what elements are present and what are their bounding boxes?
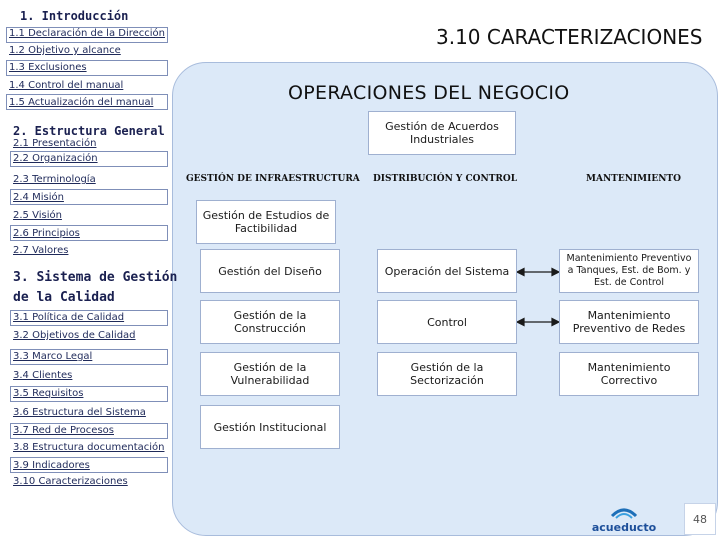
nav-section-introduccion[interactable]: 1. Introducción — [20, 9, 129, 23]
nav-item-objetivo[interactable]: 1.2 Objetivo y alcance — [9, 45, 121, 56]
box-mant-correctivo[interactable]: Mantenimiento Correctivo — [559, 352, 699, 396]
nav-item-organizacion[interactable]: 2.2 Organización — [13, 153, 98, 164]
box-control[interactable]: Control — [377, 300, 517, 344]
column-header-infraestructura: GESTIÓN DE INFRAESTRUCTURA — [186, 174, 360, 184]
nav-item-red-procesos[interactable]: 3.7 Red de Procesos — [13, 425, 114, 436]
page-number: 48 — [684, 503, 716, 535]
nav-item-control-manual[interactable]: 1.4 Control del manual — [9, 80, 124, 91]
nav-item-requisitos[interactable]: 3.5 Requisitos — [13, 388, 84, 399]
arrowhead-left-2 — [517, 319, 524, 326]
nav-section-sistema-gestion[interactable]: 3. Sistema de Gestión — [13, 270, 178, 285]
box-gestion-sectorizacion[interactable]: Gestión de la Sectorización — [377, 352, 517, 396]
nav-item-objetivos-calidad[interactable]: 3.2 Objetivos de Calidad — [13, 330, 136, 341]
page-title: 3.10 CARACTERIZACIONES — [436, 25, 703, 49]
nav-item-caracterizaciones[interactable]: 3.10 Caracterizaciones — [13, 476, 128, 487]
nav-item-marco-legal[interactable]: 3.3 Marco Legal — [13, 351, 93, 362]
nav-item-valores[interactable]: 2.7 Valores — [13, 245, 69, 256]
box-operacion-sistema[interactable]: Operación del Sistema — [377, 249, 517, 293]
box-gestion-diseno[interactable]: Gestión del Diseño — [200, 249, 340, 293]
box-mant-preventivo-redes[interactable]: Mantenimiento Preventivo de Redes — [559, 300, 699, 344]
logo-text: acueducto — [591, 521, 657, 534]
nav-item-indicadores[interactable]: 3.9 Indicadores — [13, 460, 90, 471]
box-gestion-construccion[interactable]: Gestión de la Construcción — [200, 300, 340, 344]
nav-item-mision[interactable]: 2.4 Misión — [13, 192, 64, 203]
nav-item-clientes[interactable]: 3.4 Clientes — [13, 370, 73, 381]
arrowhead-right-1 — [552, 269, 559, 276]
box-gestion-vulnerabilidad[interactable]: Gestión de la Vulnerabilidad — [200, 352, 340, 396]
box-mant-preventivo-tanques[interactable]: Mantenimiento Preventivo a Tanques, Est. de Bom. y Est. de Control — [559, 249, 699, 293]
logo-mark-icon — [582, 502, 666, 536]
nav-item-politica[interactable]: 3.1 Política de Calidad — [13, 312, 125, 323]
arrowhead-left-1 — [517, 269, 524, 276]
box-gestion-acuerdos[interactable]: Gestión de Acuerdos Industriales — [368, 111, 516, 155]
nav-item-estructura-sistema[interactable]: 3.6 Estructura del Sistema — [13, 407, 146, 418]
box-estudios-factibilidad[interactable]: Gestión de Estudios de Factibilidad — [196, 200, 336, 244]
nav-item-terminologia[interactable]: 2.3 Terminología — [13, 174, 96, 185]
nav-item-vision[interactable]: 2.5 Visión — [13, 210, 62, 221]
nav-item-exclusiones[interactable]: 1.3 Exclusiones — [9, 62, 87, 73]
box-gestion-institucional[interactable]: Gestión Institucional — [200, 405, 340, 449]
acueducto-logo — [582, 502, 666, 536]
section-subtitle: OPERACIONES DEL NEGOCIO — [288, 82, 570, 104]
nav-item-presentacion[interactable]: 2.1 Presentación — [13, 138, 97, 149]
column-header-mantenimiento: MANTENIMIENTO — [586, 174, 681, 184]
nav-section-estructura[interactable]: 2. Estructura General — [13, 124, 165, 138]
arrowhead-right-2 — [552, 319, 559, 326]
nav-item-principios[interactable]: 2.6 Principios — [13, 228, 80, 239]
nav-item-actualizacion[interactable]: 1.5 Actualización del manual — [9, 97, 154, 108]
nav-section-sistema-gestion-2[interactable]: de la Calidad — [13, 290, 115, 305]
nav-item-estructura-doc[interactable]: 3.8 Estructura documentación — [13, 442, 165, 453]
column-header-distribucion: DISTRIBUCIÓN Y CONTROL — [373, 174, 518, 184]
nav-item-declaracion[interactable]: 1.1 Declaración de la Dirección — [9, 28, 166, 39]
